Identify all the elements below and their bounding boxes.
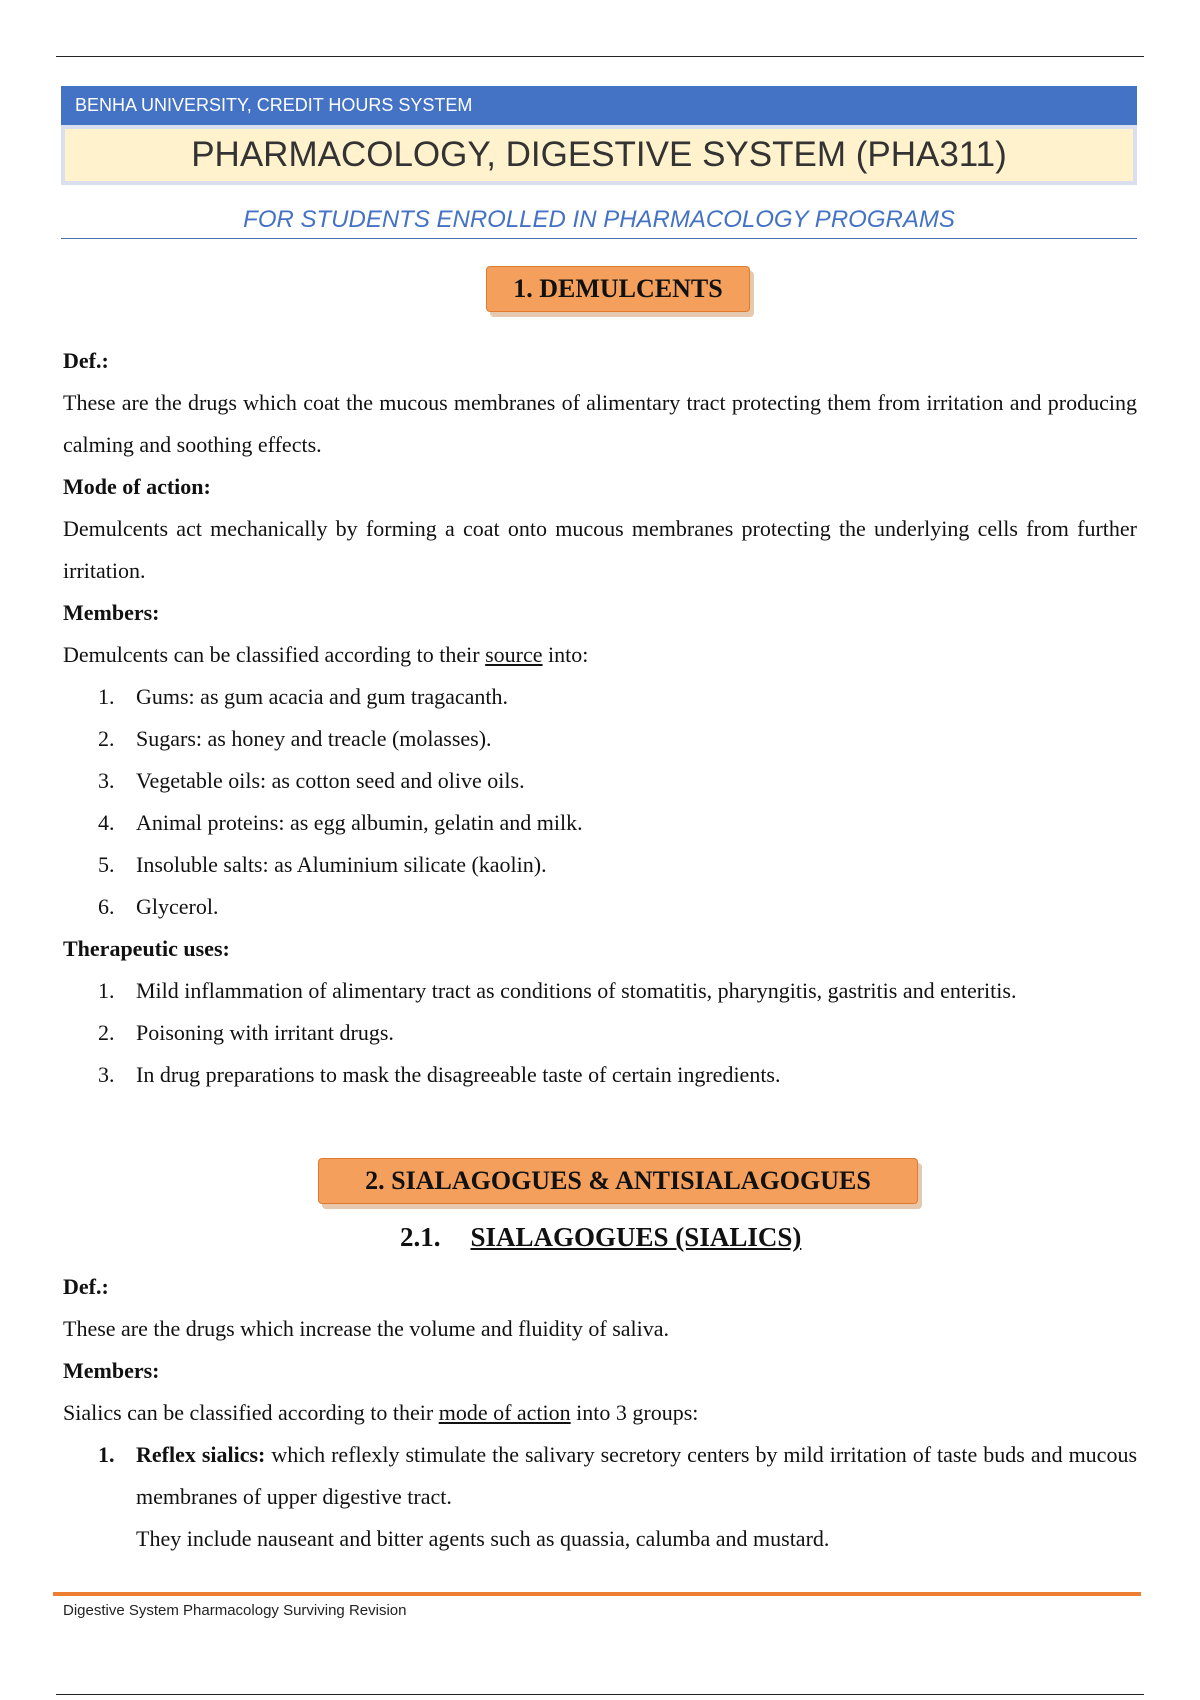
sialics-list bbox=[63, 1434, 1137, 1560]
list-number: 3. bbox=[98, 768, 115, 793]
mode-text: Demulcents act mechanically by forming a coat onto mucous membranes protecting the underlying cells from further irritation. bbox=[63, 516, 1137, 583]
list-text: Vegetable oils: as cotton seed and olive oils. bbox=[136, 768, 525, 793]
top-rule bbox=[56, 56, 1144, 57]
section-sialics-body bbox=[63, 1266, 1137, 1560]
section-heading-sialagogues: 2. SIALAGOGUES & ANTISIALAGOGUES bbox=[318, 1158, 918, 1204]
list-number: 1. bbox=[98, 978, 115, 1003]
list-number: 2. bbox=[98, 1020, 115, 1045]
def-label: Def.: bbox=[63, 1274, 109, 1299]
course-title: PHARMACOLOGY, DIGESTIVE SYSTEM (PHA311) bbox=[61, 125, 1137, 185]
list-text: Mild inflammation of alimentary tract as conditions of stomatitis, pharyngitis, gastritis and enteritis. bbox=[136, 978, 1017, 1003]
footer-rule bbox=[53, 1592, 1141, 1596]
section-demulcents-body bbox=[63, 340, 1137, 1096]
members-intro-pre: Demulcents can be classified according to their bbox=[63, 642, 486, 667]
mode-label: Mode of action: bbox=[63, 474, 211, 499]
def-text: These are the drugs which increase the volume and fluidity of saliva. bbox=[63, 1316, 670, 1341]
uses-label: Therapeutic uses: bbox=[63, 936, 230, 961]
list-number: 3. bbox=[98, 1062, 115, 1087]
course-subtitle: FOR STUDENTS ENROLLED IN PHARMACOLOGY PROGRAMS bbox=[61, 200, 1137, 239]
section-heading-demulcents: 1. DEMULCENTS bbox=[486, 266, 750, 312]
list-item bbox=[63, 886, 1137, 928]
members-intro-key: source bbox=[485, 642, 543, 667]
def-label: Def.: bbox=[63, 348, 109, 373]
list-text: They include nauseant and bitter agents such as quassia, calumba and mustard. bbox=[136, 1526, 830, 1551]
list-text: In drug preparations to mask the disagreeable taste of certain ingredients. bbox=[136, 1062, 781, 1087]
list-item bbox=[63, 718, 1137, 760]
list-text: Poisoning with irritant drugs. bbox=[136, 1020, 394, 1045]
list-item bbox=[63, 1434, 1137, 1518]
list-item bbox=[63, 760, 1137, 802]
list-text: Gums: as gum acacia and gum tragacanth. bbox=[136, 684, 509, 709]
members-label: Members: bbox=[63, 600, 160, 625]
members-intro-post: into 3 groups: bbox=[570, 1400, 699, 1425]
list-number: 1. bbox=[98, 1442, 115, 1467]
list-item bbox=[63, 844, 1137, 886]
list-number: 1. bbox=[98, 684, 115, 709]
list-text: Sugars: as honey and treacle (molasses). bbox=[136, 726, 492, 751]
subsection-number: 2.1. bbox=[400, 1222, 441, 1252]
list-item bbox=[63, 1054, 1137, 1096]
list-item bbox=[63, 1012, 1137, 1054]
members-intro-post: into: bbox=[542, 642, 589, 667]
list-item bbox=[63, 970, 1137, 1012]
list-text: which reflexly stimulate the salivary secretory centers by mild irritation of taste buds and mucous membranes of upper digestive tract. bbox=[136, 1442, 1138, 1509]
members-intro-key: mode of action bbox=[438, 1400, 571, 1425]
footer-text: Digestive System Pharmacology Surviving Revision bbox=[63, 1602, 407, 1619]
list-item-continuation bbox=[63, 1518, 1137, 1560]
list-text: Glycerol. bbox=[136, 894, 219, 919]
list-number: 5. bbox=[98, 852, 115, 877]
list-number: 6. bbox=[98, 894, 115, 919]
list-text: Animal proteins: as egg albumin, gelatin and milk. bbox=[136, 810, 583, 835]
subsection-title: SIALAGOGUES (SIALICS) bbox=[470, 1222, 802, 1252]
members-label: Members: bbox=[63, 1358, 160, 1383]
university-band: BENHA UNIVERSITY, CREDIT HOURS SYSTEM bbox=[61, 86, 1137, 125]
list-number: 2. bbox=[98, 726, 115, 751]
members-intro bbox=[63, 634, 1137, 676]
list-item bbox=[63, 802, 1137, 844]
subsection-heading-sialics bbox=[400, 1222, 850, 1253]
def-text: These are the drugs which coat the mucous membranes of alimentary tract protecting them from irritation and producing calming and soothing effects. bbox=[63, 390, 1137, 457]
members-intro-pre: Sialics can be classified according to their bbox=[63, 1400, 439, 1425]
list-text: Insoluble salts: as Aluminium silicate (kaolin). bbox=[136, 852, 547, 877]
members-intro bbox=[63, 1392, 1137, 1434]
bottom-rule bbox=[56, 1694, 1144, 1695]
list-term: Reflex sialics: bbox=[136, 1442, 266, 1467]
list-item bbox=[63, 676, 1137, 718]
members-list bbox=[63, 676, 1137, 928]
list-number: 4. bbox=[98, 810, 115, 835]
uses-list bbox=[63, 970, 1137, 1096]
